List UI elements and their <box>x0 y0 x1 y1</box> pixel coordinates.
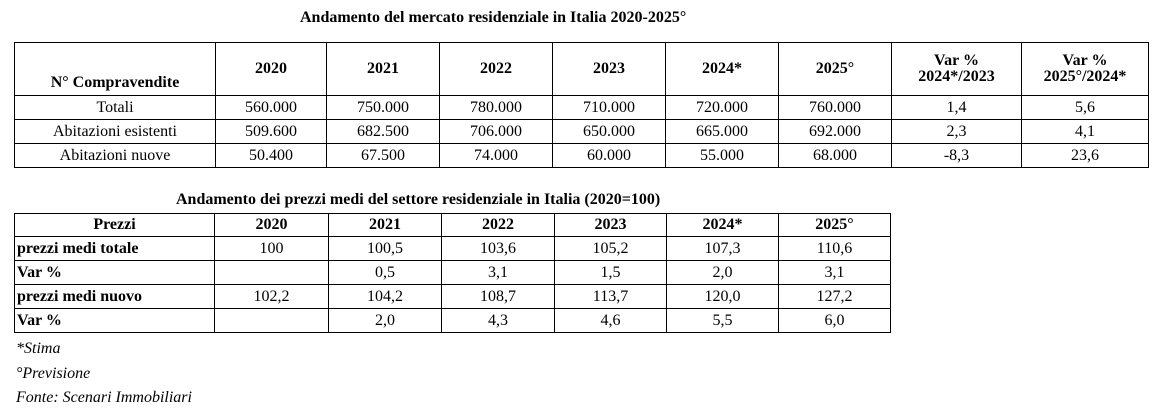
table-cell: 67.500 <box>327 144 440 168</box>
table-cell: 750.000 <box>327 96 440 120</box>
table-cell: 650.000 <box>553 120 666 144</box>
row-label: Var % <box>15 261 215 285</box>
row-label: prezzi medi totale <box>15 237 215 261</box>
table-cell: 706.000 <box>440 120 553 144</box>
header-year: 2022 <box>440 43 553 96</box>
table-cell: 0,5 <box>329 261 442 285</box>
header-year: 2025° <box>779 214 891 237</box>
row-label: Var % <box>15 309 215 333</box>
row-label: Totali <box>15 96 216 120</box>
table-cell: 127,2 <box>779 285 891 309</box>
table-cell: 23,6 <box>1022 144 1149 168</box>
header-year: 2023 <box>553 43 666 96</box>
table-cell: 120,0 <box>667 285 779 309</box>
table-cell: 692.000 <box>779 120 892 144</box>
table-cell: 107,3 <box>667 237 779 261</box>
table-cell: 665.000 <box>666 120 779 144</box>
table-cell: 50.400 <box>216 144 327 168</box>
header-year: 2023 <box>555 214 667 237</box>
table-row <box>15 261 891 285</box>
header-var-line: Var % <box>1062 52 1108 69</box>
table-cell: 5,5 <box>667 309 779 333</box>
header-year: 2020 <box>216 43 327 96</box>
table-row <box>15 309 891 333</box>
header-year: 2021 <box>329 214 442 237</box>
table2-title: Andamento dei prezzi medi del settore residenziale in Italia (2020=100) <box>176 191 661 208</box>
header-year: 2025° <box>779 43 892 96</box>
table-cell: 5,6 <box>1022 96 1149 120</box>
note-previsione: °Previsione <box>16 365 91 382</box>
table-row <box>15 96 1149 120</box>
header-year: 2024* <box>667 214 779 237</box>
table-cell: 560.000 <box>216 96 327 120</box>
table-cell: 113,7 <box>555 285 667 309</box>
table-cell: 6,0 <box>779 309 891 333</box>
header-year: 2020 <box>215 214 329 237</box>
table-cell: 1,4 <box>892 96 1022 120</box>
header-var-2024 <box>892 43 1022 96</box>
table-cell: 55.000 <box>666 144 779 168</box>
table-header-row <box>15 43 1149 96</box>
table-cell: 682.500 <box>327 120 440 144</box>
table-row <box>15 120 1149 144</box>
table-cell: 108,7 <box>442 285 555 309</box>
table-header-row <box>15 214 891 237</box>
header-var-line: Var % <box>934 52 979 69</box>
row-label: Abitazioni nuove <box>15 144 216 168</box>
table-cell: 4,1 <box>1022 120 1149 144</box>
table-cell: 60.000 <box>553 144 666 168</box>
table-cell: 2,0 <box>667 261 779 285</box>
table-cell: 4,6 <box>555 309 667 333</box>
table-cell: 100 <box>215 237 329 261</box>
table-cell: 102,2 <box>215 285 329 309</box>
table-cell: 68.000 <box>779 144 892 168</box>
table-cell: 2,3 <box>892 120 1022 144</box>
table-cell: 3,1 <box>779 261 891 285</box>
table-row <box>15 144 1149 168</box>
table-cell: 74.000 <box>440 144 553 168</box>
table-cell: 105,2 <box>555 237 667 261</box>
table-cell: 4,3 <box>442 309 555 333</box>
header-year: 2022 <box>442 214 555 237</box>
row-label: prezzi medi nuovo <box>15 285 215 309</box>
table-cell: 100,5 <box>329 237 442 261</box>
table-cell: 760.000 <box>779 96 892 120</box>
table-cell: 110,6 <box>779 237 891 261</box>
table-cell: 103,6 <box>442 237 555 261</box>
prezzi-table <box>14 213 891 333</box>
table-cell <box>215 261 329 285</box>
table-cell <box>215 309 329 333</box>
table-cell: 710.000 <box>553 96 666 120</box>
header-year: 2021 <box>327 43 440 96</box>
header-label: N° Compravendite <box>15 43 216 96</box>
compravendite-table <box>14 42 1149 168</box>
table-row <box>15 285 891 309</box>
row-label: Abitazioni esistenti <box>15 120 216 144</box>
header-var-2025 <box>1022 43 1149 96</box>
table-cell: 720.000 <box>666 96 779 120</box>
table-row <box>15 237 891 261</box>
note-fonte: Fonte: Scenari Immobiliari <box>16 389 192 406</box>
table-cell: 3,1 <box>442 261 555 285</box>
note-stima: *Stima <box>16 340 61 357</box>
header-label: Prezzi <box>15 214 215 237</box>
table-cell: 2,0 <box>329 309 442 333</box>
header-var-line: 2025°/2024* <box>1043 68 1127 85</box>
table-cell: -8,3 <box>892 144 1022 168</box>
table-cell: 509.600 <box>216 120 327 144</box>
table1-title: Andamento del mercato residenziale in Italia 2020-2025° <box>300 9 687 26</box>
table-cell: 780.000 <box>440 96 553 120</box>
header-year: 2024* <box>666 43 779 96</box>
table-cell: 1,5 <box>555 261 667 285</box>
header-var-line: 2024*/2023 <box>918 68 995 85</box>
table-cell: 104,2 <box>329 285 442 309</box>
